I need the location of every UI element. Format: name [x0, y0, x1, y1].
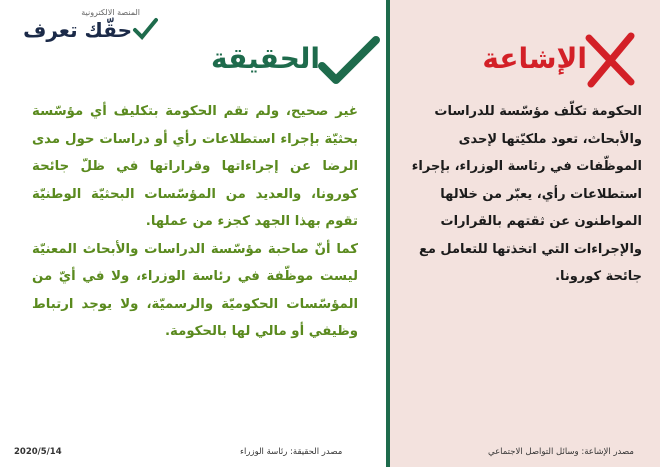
rumor-body: الحكومة تكلّف مؤسّسة للدراسات والأبحاث، تعود ملكيّتها لإحدى الموظّفات في رئاسة الوزراء، بإجراء استطلاعات رأي، يعبّر من خلالها المواطنون عن ثقتهم بالقرارات والإجراءات التي اتخذتها للتعامل مع جائحة كورونا. [411, 104, 642, 284]
platform-logo [18, 8, 158, 48]
truth-title: الحقيقة [210, 42, 320, 75]
rumor-source: مصدر الإشاعة: وسائل التواصل الاجتماعي [488, 447, 634, 457]
logo-check-icon [132, 16, 158, 42]
cross-mark-icon [583, 32, 637, 88]
logo-name: حقّك تعرف [23, 18, 132, 42]
truth-paragraph-1: غير صحيح، ولم تقم الحكومة بتكليف أي مؤسّسة بحثيّة بإجراء استطلاعات رأي أو دراسات حول مدى الرضا عن إجراءاتها وقراراتها في ظلّ جائحة كورونا، والعديد من المؤسّسات البحثيّة الوطنيّة تقوم بهذا الجهد كجزء من عملها. [32, 104, 358, 229]
check-mark-icon [318, 36, 380, 84]
truth-paragraph-2: كما أنّ صاحبة مؤسّسة الدراسات والأبحاث المعنيّة ليست موظّفة في رئاسة الوزراء، ولا في أيّ من المؤسّسات الحكوميّة والرسميّة، ولا يوجد ارتباط وظيفي أو مالي لها بالحكومة. [32, 241, 358, 339]
publish-date: 2020/5/14 [14, 447, 62, 457]
truth-heading [205, 36, 380, 84]
logo-subtitle: المنصة الالكترونية [81, 8, 140, 17]
rumor-heading [445, 32, 645, 92]
rumor-title: الإشاعة [482, 42, 587, 75]
truth-source: مصدر الحقيقة: رئاسة الوزراء [240, 447, 343, 457]
truth-body [32, 98, 358, 346]
